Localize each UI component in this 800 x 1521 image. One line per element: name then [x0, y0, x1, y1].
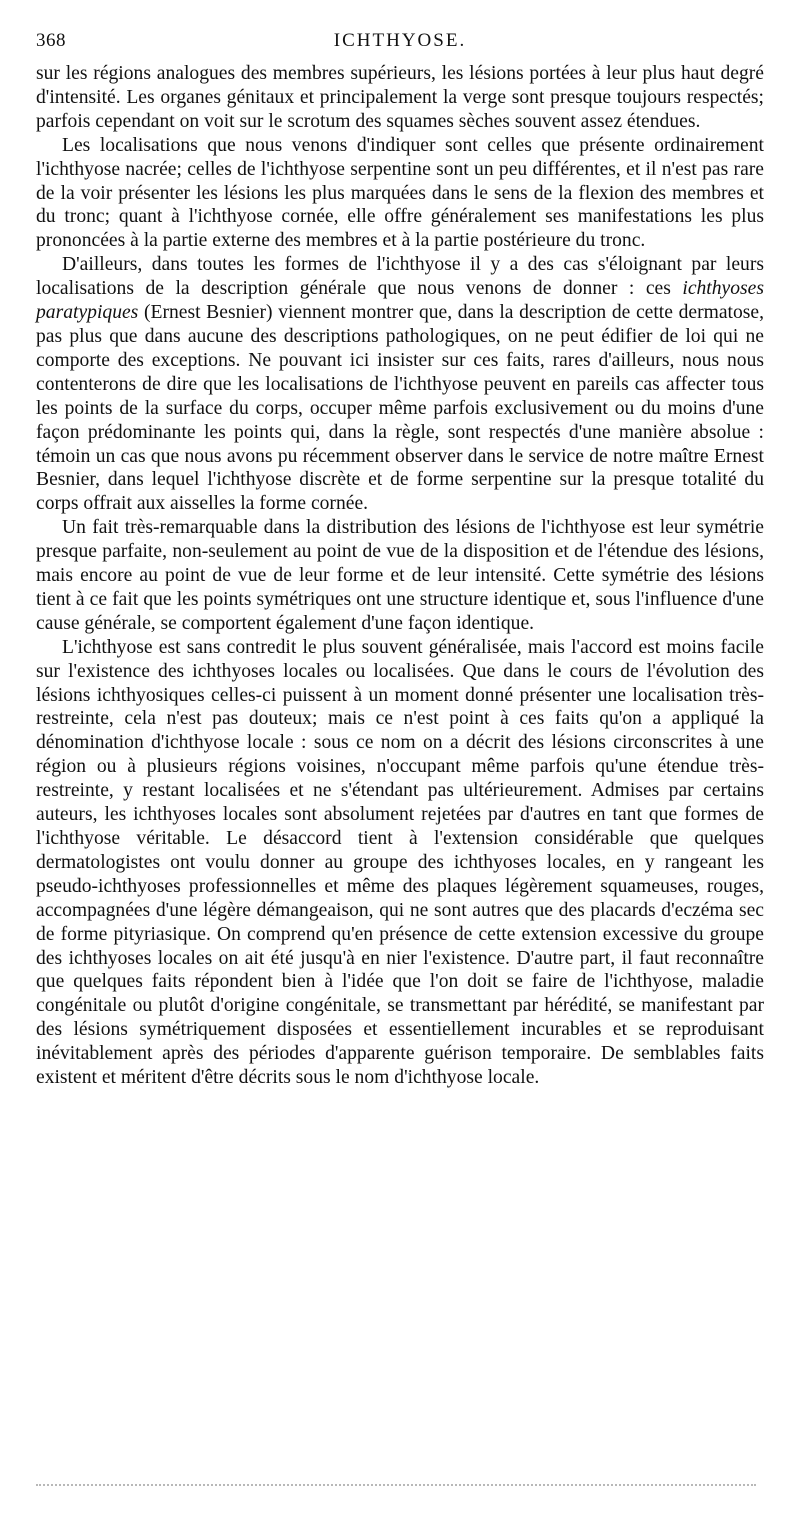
paragraph-3 — [36, 253, 764, 516]
body-text — [36, 62, 764, 1090]
paragraph-2: Les localisations que nous venons d'indiquer sont celles que présente ordinairement l'ichthyose nacrée; celles de l'ichthyose serpentine sont un peu différentes, et il n'est pas rare de la voir présenter les lésions les plus marquées dans le sens de la flexion des membres et du tronc; quant à l'ichthyose cornée, elle offre généralement ses manifestations les plus prononcées à la partie externe des membres et à la partie postérieure du tronc. — [36, 134, 764, 252]
paragraph-3-start: D'ailleurs, dans toutes les formes de l'ichthyose il y a des cas s'éloignant par leurs localisations de la description générale que nous venons de donner : ces — [36, 254, 764, 300]
paragraph-1: sur les régions analogues des membres supérieurs, les lésions portées à leur plus haut degré d'intensité. Les organes génitaux et principalement la verge sont presque toujours respectés; parfois cependant on voit sur le scrotum des squames sèches souvent assez étendues. — [36, 63, 764, 132]
bottom-rule — [36, 1484, 756, 1486]
page-header — [36, 30, 764, 56]
running-title: ICHTHYOSE. — [333, 30, 467, 51]
paragraph-4: Un fait très-remarquable dans la distribution des lésions de l'ichthyose est leur symétrie presque parfaite, non-seulement au point de vue de la disposition et de l'étendue des lésions, mais encore au point de vue de leur forme et de leur intensité. Cette symétrie des lésions tient à ce fait que les points symétriques ont une structure identique et, sous l'influence d'une cause générale, se comportent également d'une façon identique. — [36, 517, 764, 634]
paragraph-3-end: (Ernest Besnier) viennent montrer que, dans la description de cette dermatose, pas plus que dans aucune des descriptions pathologiques, on ne peut édifier de loi qui ne comporte des exceptions. Ne pouvant ici insister sur ces faits, rares d'ailleurs, nous nous contenterons de dire que les localisations de l'ichthyose peuvent en pareils cas affecter tous les points de la surface du corps, occuper même parfois exclusivement ou du moins d'une façon prédominante les points qui, dans la règle, sont respectés d'une manière absolue : témoin un cas que nous avons pu récemment observer dans le service de notre maître Ernest Besnier, dans lequel l'ichthyose discrète et de forme serpentine sur la presque totalité du corps offrait aux aisselles la forme cornée. — [36, 302, 764, 515]
paragraph-3-italic-term: ichthyoses paratypiques — [36, 278, 764, 324]
paragraph-5: L'ichthyose est sans contredit le plus souvent généralisée, mais l'accord est moins facile sur l'existence des ichthyoses locales ou localisées. Que dans le cours de l'évolution des lésions ichthyosiques celles-ci puissent à un moment donné présenter une localisation très-restreinte, cela n'est pas douteux; mais ce n'est point à ces faits qu'on a appliqué la dénomination d'ichthyose locale : sous ce nom on a décrit des lésions circonscrites à une région ou à plusieurs régions voisines, n'occupant même parfois qu'une étendue très-restreinte, y restant localisées et ne s'étendant pas ultérieurement. Admises par certains auteurs, les ichthyoses locales sont absolument rejetées par d'autres en tant que formes de l'ichthyose véritable. Le désaccord tient à l'extension considérable que quelques dermatologistes ont voulu donner au groupe des ichthyoses locales, en y rangeant les pseudo-ichthyoses professionnelles et même des plaques légèrement squameuses, rouges, accompagnées d'une légère démangeaison, qui ne sont autres que des placards d'eczéma sec de forme pityriasique. On comprend qu'en présence de cette extension excessive du groupe des ichthyoses locales on ait été jusqu'à en nier l'existence. D'autre part, il faut reconnaître que quelques faits répondent bien à l'idée que l'on doit se faire de l'ichthyose, maladie congénitale ou plutôt d'origine congénitale, se transmettant par hérédité, se manifestant par des lésions symétriquement disposées et essentiellement incurables et se reproduisant inévitablement après des périodes d'apparente guérison temporaire. De semblables faits existent et méritent d'être décrits sous le nom d'ichthyose locale. — [36, 636, 764, 1089]
page-number: 368 — [36, 30, 66, 51]
